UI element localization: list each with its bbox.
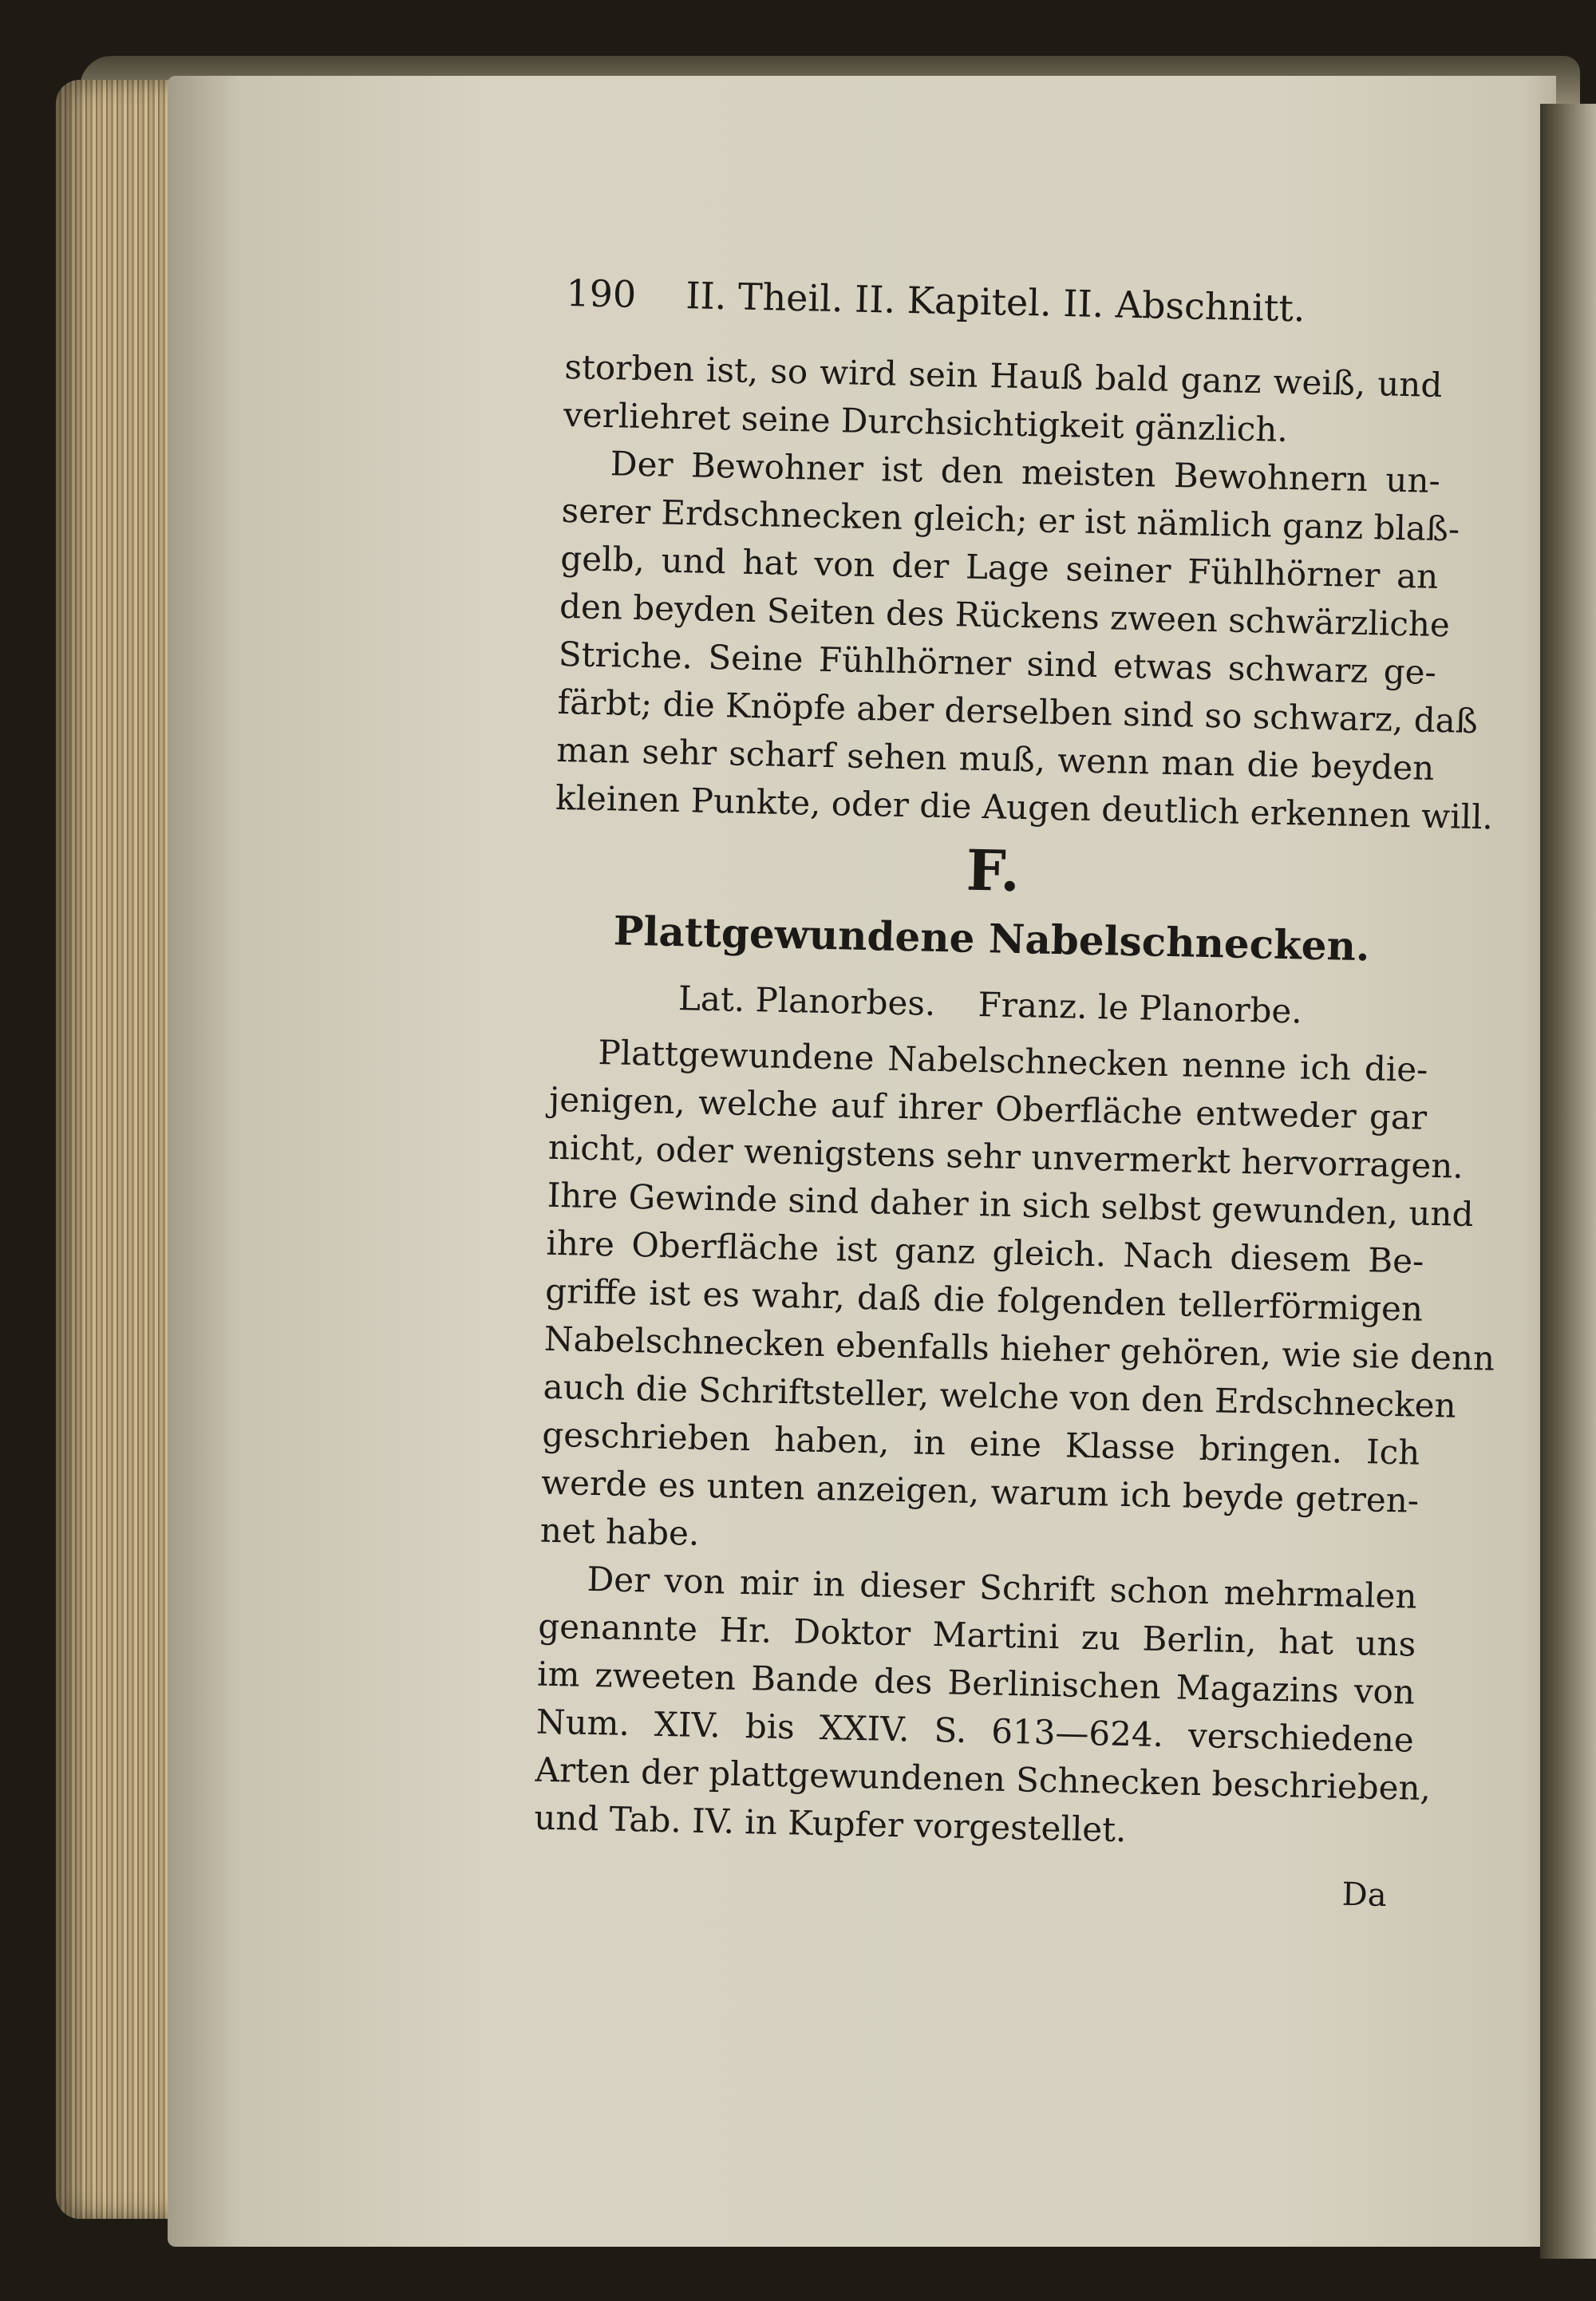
text-line: ihre Oberfläche ist ganz gleich. Nach diesem Be- — [545, 1223, 1424, 1281]
text-line: verliehret seine Durchsichtigkeit gänzlich. — [563, 394, 1289, 449]
page-block-edge — [56, 80, 184, 2219]
text-line: Arten der plattgewundenen Schnecken beschrieben, — [535, 1749, 1432, 1809]
text-line: Plattgewundene Nabelschnecken nenne ich die- — [598, 1033, 1428, 1089]
text-line: und Tab. IV. in Kupfer vorgestellet. — [533, 1797, 1127, 1850]
paragraph-3 — [539, 1028, 1495, 1573]
text-line: nicht, oder wenigstens sehr unvermerkt hervorragen. — [547, 1127, 1464, 1186]
text-line: werde es unten anzeigen, warum ich beyde getren- — [540, 1462, 1420, 1520]
text-line: färbt; die Knöpfe aber derselben sind so schwarz, daß — [557, 682, 1479, 741]
text-line: Nabelschnecken ebenfalls hieher gehören, wie sie denn — [543, 1319, 1495, 1378]
text-line: jenigen, welche auf ihrer Oberfläche entweder gar — [548, 1079, 1428, 1137]
running-title: II. Theil. II. Kapitel. II. Abschnitt. — [685, 274, 1306, 330]
text-line: storben ist, so wird sein Hauß bald ganz weiß, und — [563, 346, 1443, 405]
text-line: man sehr scharf sehen muß, wenn man die beyden — [555, 729, 1435, 788]
text-line: auch die Schriftsteller, welche von den Erdschnecken — [543, 1366, 1457, 1425]
french-label: Franz. — [978, 985, 1088, 1026]
text-line: im zweeten Bande des Berlinischen Magazins von — [536, 1654, 1416, 1712]
text-line: gelb, und hat von der Lage seiner Fühlhörner an — [559, 538, 1439, 596]
latin-label: Lat. — [678, 979, 745, 1019]
book-gutter — [1540, 104, 1596, 2259]
text-line: genannte Hr. Doktor Martini zu Berlin, hat uns — [537, 1606, 1416, 1664]
text-line: Der Bewohner ist den meisten Bewohnern un- — [610, 444, 1441, 500]
page-text — [532, 271, 1495, 1916]
paragraph-4 — [533, 1555, 1432, 1860]
section-letter: F. — [966, 836, 1021, 905]
text-line: Der von mir in dieser Schrift schon mehrmalen — [587, 1559, 1417, 1616]
text-line: geschrieben haben, in eine Klasse bringen. Ich — [541, 1414, 1420, 1473]
page-number: 190 — [565, 271, 637, 316]
text-line: den beyden Seiten des Rückens zween schwärzliche — [559, 586, 1451, 645]
text-line: Num. XIV. bis XXIV. S. 613—624. verschiedene — [535, 1702, 1415, 1760]
text-line: griffe ist es wahr, daß die folgenden tellerförmigen — [544, 1271, 1424, 1329]
text-line: Striche. Seine Fühlhörner sind etwas schwarz ge- — [558, 634, 1437, 692]
text-line: net habe. — [539, 1510, 700, 1553]
text-line: kleinen Punkte, oder die Augen deutlich erkennen will. — [555, 777, 1494, 837]
catchword: Da — [1341, 1876, 1388, 1914]
text-line: Ihre Gewinde sind daher in sich selbst gewunden, und — [547, 1175, 1474, 1235]
section-title: Plattgewundene Nabelschnecken. — [613, 907, 1370, 971]
text-line: serer Erdschnecken gleich; er ist nämlich ganz blaß- — [561, 490, 1460, 549]
paragraph-1 — [563, 343, 1443, 457]
latin-name: Planorbes. — [755, 980, 936, 1023]
french-name: le Planorbe. — [1097, 987, 1303, 1031]
paragraph-2 — [555, 439, 1494, 840]
